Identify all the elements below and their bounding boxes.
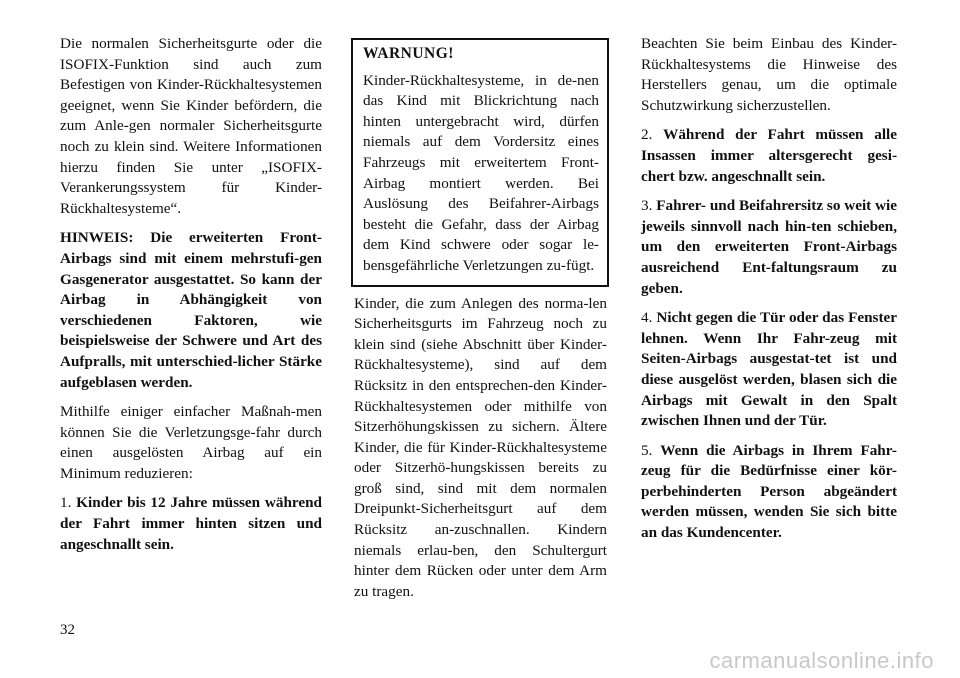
column-middle: [354, 38, 607, 611]
column-right: [641, 34, 897, 553]
list-number: 4.: [641, 309, 653, 327]
list-item-2: [641, 125, 897, 187]
list-text: Fahrer- und Beifahrersitz so weit wie jeweils sinnvoll nach hin-ten schieben, um den erweiterten Front-Airbags ausreichend Ent-faltungsraum zu geben.: [641, 197, 897, 297]
page-number: 32: [60, 622, 75, 638]
column-left: [60, 34, 322, 564]
list-number: 2.: [641, 126, 653, 144]
list-item-5: [641, 441, 897, 544]
list-text: Wenn die Airbags in Ihrem Fahr-zeug für die Bedürfnisse einer kör-perbehinderten Person abgeändert werden müssen, wenden Sie sich bitte an das Kundencenter.: [641, 441, 897, 542]
measures-paragraph: Mithilfe einiger einfacher Maßnah-men können Sie die Verletzungsge-fahr durch einen ausgelösten Airbag auf ein Minimum reduzieren:: [60, 403, 322, 482]
list-number: 3.: [641, 197, 653, 215]
children-paragraph: Kinder, die zum Anlegen des norma-len Sicherheitsgurts im Fahrzeug noch zu klein sind (siehe Abschnitt über Kinder-Rückhaltesysteme), sind auf dem Rücksitz in den entsprechen-den Kinder-Rückhaltesystemen oder mithilfe von Sitzerhöhungskissen zu sichern. Ältere Kinder, die für Kinder-Rückhaltesysteme oder Sitzerhö-hungskissen bereits zu groß sind, sind mit dem normalen Dreipunkt-Sicherheitsgurt auf dem Rücksitz an-zuschnallen. Kindern niemals erlau-ben, den Schultergurt hinter dem Rücken oder unter dem Arm zu tragen.: [354, 294, 607, 600]
list-item-3: [641, 196, 897, 299]
warning-text: Kinder-Rückhaltesysteme, in de-nen das Kind mit Blickrichtung nach hinten untergebracht wird, dürfen niemals auf dem Vordersitz eines Fahrzeugs mit erweitertem Front-Airbag montiert werden. Bei Auslösung des Beifahrer-Airbags besteht die Gefahr, dass der Airbag dem Kind schwere oder sogar le-bensgefährliche Verletzungen zu-fügt.: [363, 71, 599, 274]
warning-title: WARNUNG!: [363, 45, 454, 62]
list-item-1: [60, 493, 322, 555]
warning-box: [351, 38, 609, 287]
footer-watermark: carmanualsonline.info: [709, 648, 934, 673]
list-text: Nicht gegen die Tür oder das Fenster lehnen. Wenn Ihr Fahr-zeug mit Seiten-Airbags ausgestat-tet ist und diese ausgelöst werden, blasen sich die Airbags mit Gewalt in den Spalt zwischen Ihnen und der Tür.: [641, 309, 897, 430]
intro-paragraph: Die normalen Sicherheitsgurte oder die ISOFIX-Funktion sind auch zum Befestigen von Kinder-Rückhaltesystemen geeignet, wenn Sie Kinder befördern, die zum Anle-gen normaler Sicherheitsgurte noch zu klein sind. Weitere Informationen hierzu finden Sie unter „ISOFIX-Verankerungssystem für Kinder-Rückhaltesysteme“.: [60, 35, 322, 217]
list-number: 5.: [641, 441, 653, 459]
list-text: Während der Fahrt müssen alle Insassen immer altersgerecht gesi-chert bzw. angeschnallt sein.: [641, 126, 898, 185]
list-item-4: [641, 308, 897, 432]
list-text: Kinder bis 12 Jahre müssen während der Fahrt immer hinten sitzen und angeschnallt sein.: [60, 494, 322, 553]
note-paragraph: HINWEIS: Die erweiterten Front-Airbags sind mit einem mehrstufi-gen Gasgenerator ausgestattet. So kann der Airbag in Abhängigkeit von verschiedenen Faktoren, wie beispielsweise der Schwere und Art des Aufpralls, mit unterschied-licher Stärke aufgeblasen werden.: [60, 229, 322, 391]
list-number: 1.: [60, 494, 72, 512]
install-paragraph: Beachten Sie beim Einbau des Kinder-Rückhaltesystems die Hinweise des Herstellers genau, um die optimale Schutzwirkung sicherzustellen.: [641, 35, 897, 114]
